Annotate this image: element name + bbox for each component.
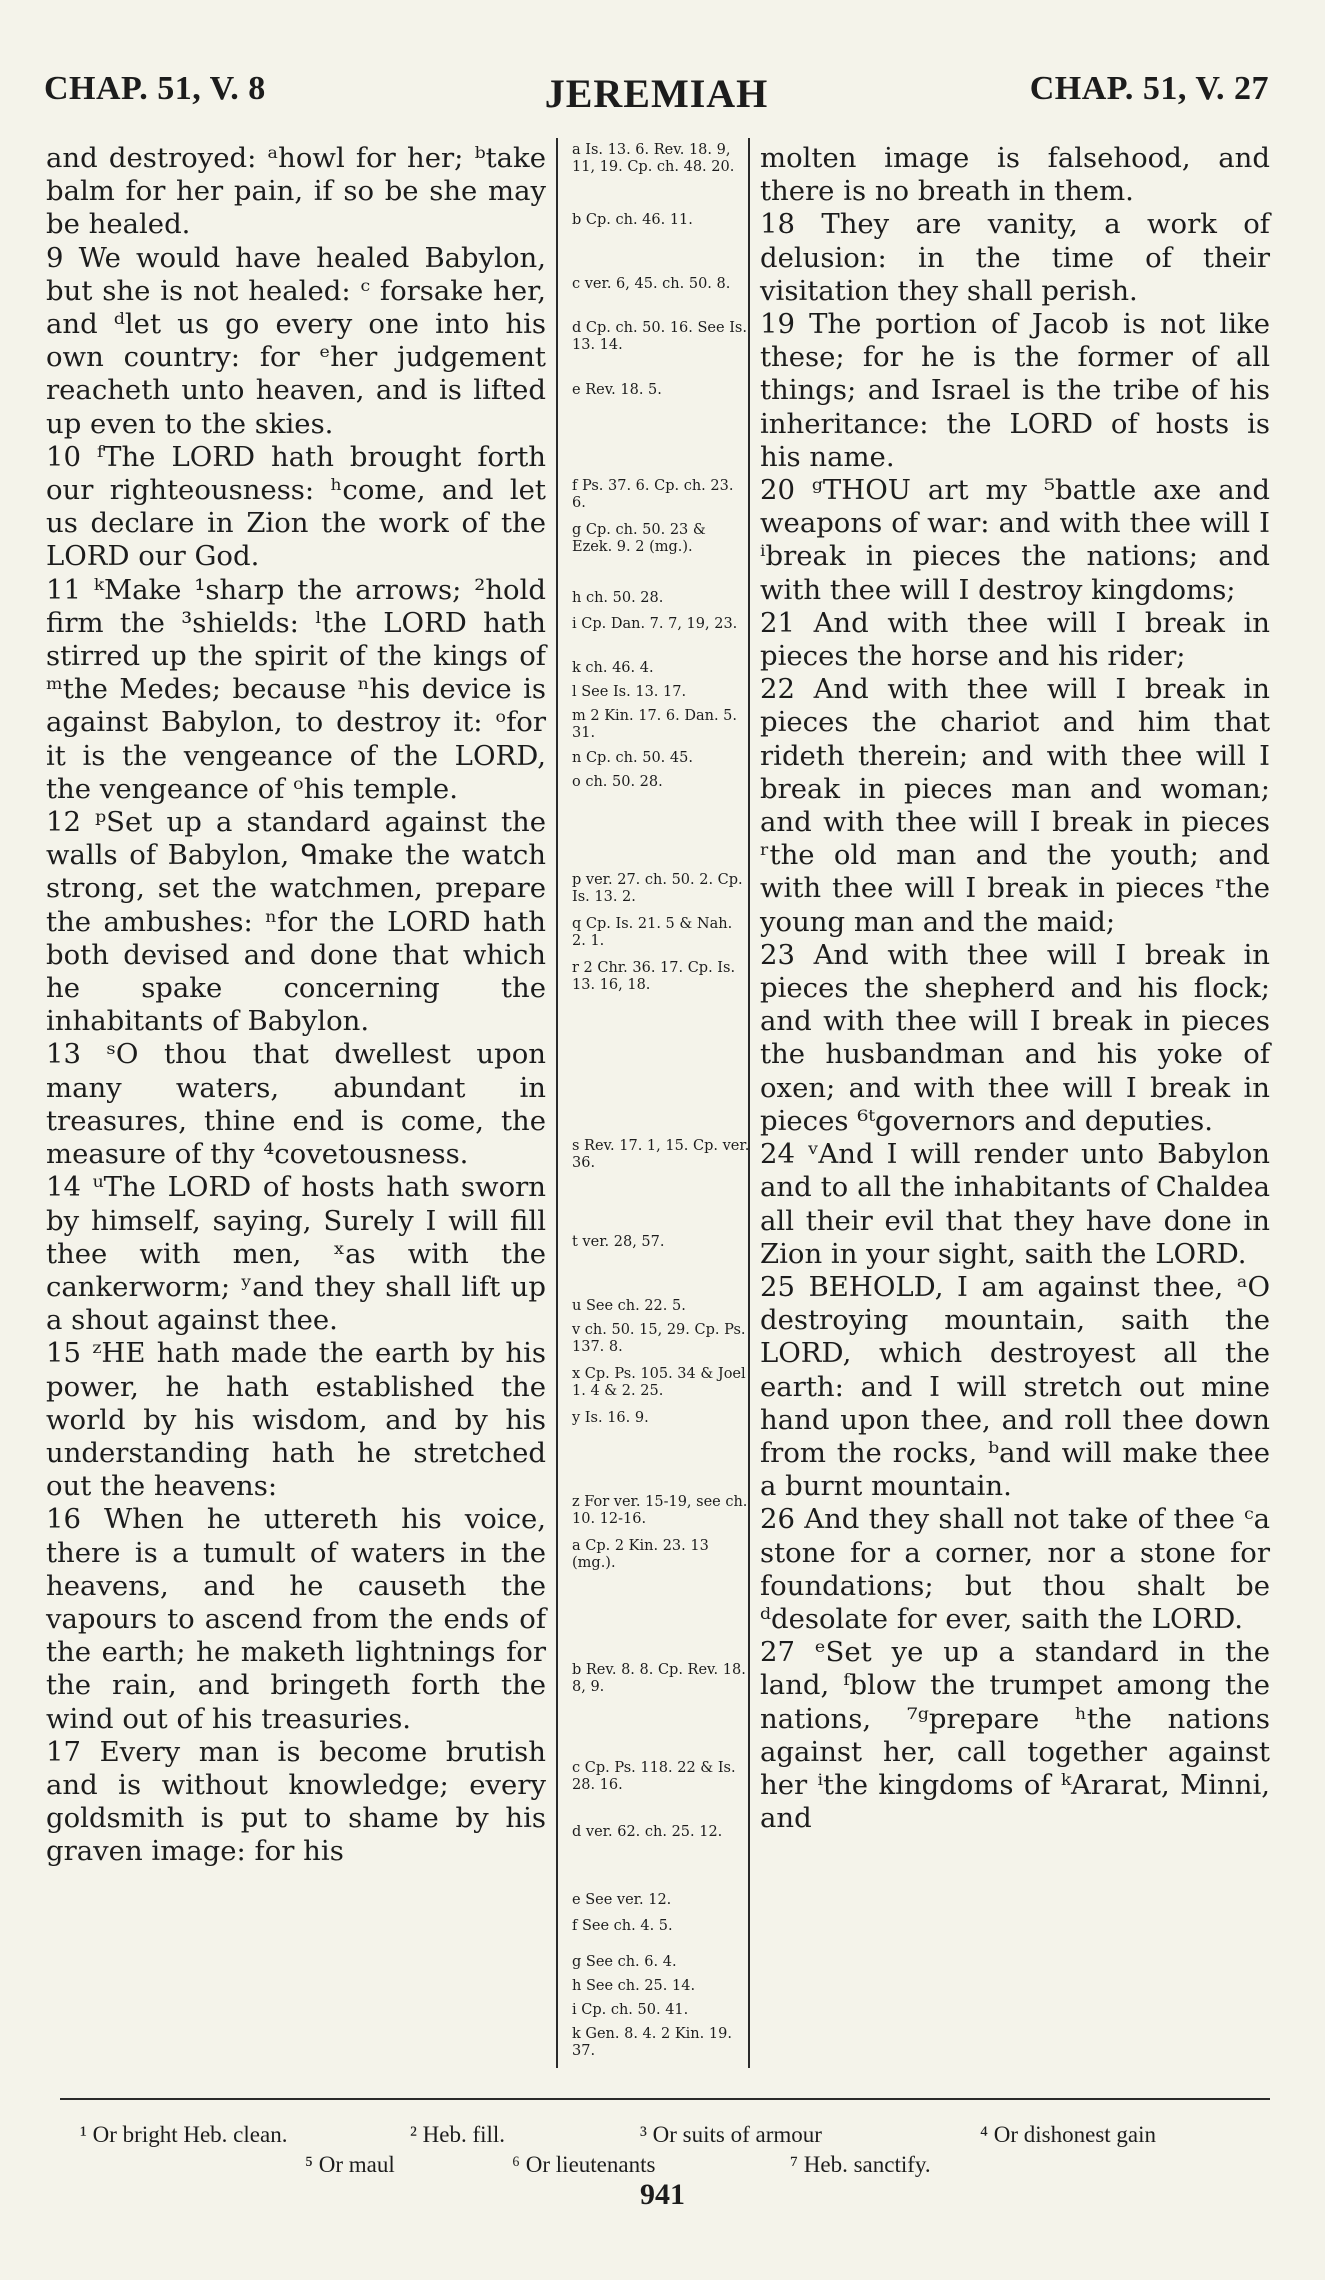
cross-ref: s Rev. 17. 1, 15. Cp. ver. 36.	[572, 1138, 750, 1171]
cross-ref: u See ch. 22. 5.	[572, 1298, 686, 1314]
footnotes	[80, 2120, 1260, 2180]
verse-20: 20 ᵍTHOU art my ⁵battle axe and weapons of war: and with thee will I ⁱbreak in pieces the nations; and with thee will I destroy kingdoms;	[760, 474, 1270, 606]
footnote: ³ Or suits of armour	[640, 2122, 822, 2147]
cross-ref: n Cp. ch. 50. 45.	[572, 750, 693, 766]
verse-8-cont: and destroyed: ᵃhowl for her; ᵇtake balm for her pain, if so be she may be healed.	[46, 142, 546, 241]
verse-14: 14 ᵘThe LORD of hosts hath sworn by himself, saying, Surely I will fill thee with men, ˣas with the cankerworm; ʸand they shall lift up a shout against thee.	[46, 1171, 546, 1337]
verse-9: 9 We would have healed Babylon, but she is not healed: ᶜ forsake her, and ᵈlet us go every one into his own country: for ᵉher judgement reacheth unto heaven, and is lifted up even to the skies.	[46, 241, 546, 440]
cross-ref: z For ver. 15-19, see ch. 10. 12-16.	[572, 1494, 748, 1527]
verse-10: 10 ᶠThe LORD hath brought forth our righteousness: ʰcome, and let us declare in Zion the work of the LORD our God.	[46, 440, 546, 573]
cross-ref: k ch. 46. 4.	[572, 660, 654, 676]
cross-ref: x Cp. Ps. 105. 34 & Joel 1. 4 & 2. 25.	[572, 1366, 746, 1399]
cross-ref: c Cp. Ps. 118. 22 & Is. 28. 16.	[572, 1760, 736, 1793]
verse-22: 22 And with thee will I break in pieces the chariot and him that rideth therein; and with thee will I break in pieces man and woman; and with thee will I break in pieces ʳthe old man and the youth; and with thee will I break in pieces ʳthe young man and the maid;	[760, 673, 1270, 938]
verse-25: 25 BEHOLD, I am against thee, ᵃO destroying mountain, saith the LORD, which destroyest all the earth: and I will stretch out mine hand upon thee, and roll thee down from the rocks, ᵇand will make thee a burnt mountain.	[760, 1270, 1270, 1503]
cross-ref: h See ch. 25. 14.	[572, 1978, 696, 1994]
cross-ref: e Rev. 18. 5.	[572, 382, 662, 398]
cross-ref: l See Is. 13. 17.	[572, 684, 687, 700]
cross-ref: d ver. 62. ch. 25. 12.	[572, 1824, 723, 1840]
cross-ref: t ver. 28, 57.	[572, 1234, 665, 1250]
verse-21: 21 And with thee will I break in pieces the horse and his rider;	[760, 606, 1270, 673]
cross-ref: o ch. 50. 28.	[572, 774, 663, 790]
cross-ref: d Cp. ch. 50. 16. See Is. 13. 14.	[572, 320, 747, 353]
footnote: ⁴ Or dishonest gain	[980, 2122, 1157, 2147]
cross-ref: m 2 Kin. 17. 6. Dan. 5. 31.	[572, 708, 737, 741]
footnote: ¹ Or bright Heb. clean.	[80, 2122, 288, 2147]
footnote-rule	[60, 2098, 1270, 2100]
cross-ref: a Cp. 2 Kin. 23. 13 (mg.).	[572, 1538, 709, 1571]
footnote-row-1	[80, 2120, 1260, 2150]
verse-18: 18 They are vanity, a work of delusion: in the time of their visitation they shall perish.	[760, 208, 1270, 307]
cross-ref: q Cp. Is. 21. 5 & Nah. 2. 1.	[572, 916, 733, 949]
page-number: 941	[640, 2178, 685, 2211]
footnote: ⁷ Heb. sanctify.	[790, 2152, 931, 2177]
cross-ref: e See ver. 12.	[572, 1892, 672, 1908]
verse-27: 27 ᵉSet ye up a standard in the land, ᶠblow the trumpet among the nations, ⁷ᵍprepare ʰthe nations against her, call together against her ⁱthe kingdoms of ᵏArarat, Minni, and	[760, 1636, 1270, 1835]
cross-ref: p ver. 27. ch. 50. 2. Cp. Is. 13. 2.	[572, 872, 743, 905]
running-header	[44, 70, 1269, 120]
header-chapter-end: CHAP. 51, V. 27	[1029, 70, 1269, 107]
cross-ref: c ver. 6, 45. ch. 50. 8.	[572, 276, 731, 292]
verse-15: 15 ᶻHE hath made the earth by his power, he hath established the world by his wisdom, and by his understanding hath he stretched out the heavens:	[46, 1337, 546, 1503]
left-column-divider	[556, 138, 558, 2068]
verse-23: 23 And with thee will I break in pieces the shepherd and his flock; and with thee will I break in pieces the husbandman and his yoke of oxen; and with thee will I break in pieces ⁶ᵗgovernors and deputies.	[760, 938, 1270, 1137]
right-text-column	[760, 142, 1270, 1835]
footnote: ² Heb. fill.	[410, 2122, 506, 2147]
cross-ref: r 2 Chr. 36. 17. Cp. Is. 13. 16, 18.	[572, 960, 736, 993]
verse-17-cont: molten image is falsehood, and there is no breath in them.	[760, 142, 1270, 208]
cross-ref: i Cp. Dan. 7. 7, 19, 23.	[572, 616, 738, 632]
book-title: JEREMIAH	[544, 71, 769, 116]
cross-ref: h ch. 50. 28.	[572, 590, 664, 606]
cross-ref: i Cp. ch. 50. 41.	[572, 2002, 689, 2018]
footnote: ⁵ Or maul	[305, 2152, 395, 2177]
cross-ref: k Gen. 8. 4. 2 Kin. 19. 37.	[572, 2026, 732, 2059]
cross-ref: f Ps. 37. 6. Cp. ch. 23. 6.	[572, 478, 734, 511]
cross-ref: y Is. 16. 9.	[572, 1410, 649, 1426]
verse-16: 16 When he uttereth his voice, there is a tumult of waters in the heavens, and he causeth the vapours to ascend from the ends of the earth; he maketh lightnings for the rain, and bringeth forth the wind out of his treasuries.	[46, 1503, 546, 1735]
cross-ref: a Is. 13. 6. Rev. 18. 9, 11, 19. Cp. ch. 48. 20.	[572, 142, 735, 175]
header-chapter-start: CHAP. 51, V. 8	[44, 70, 266, 107]
left-text-column	[46, 142, 546, 1869]
cross-ref: g See ch. 6. 4.	[572, 1954, 677, 1970]
verse-13: 13 ˢO thou that dwellest upon many waters, abundant in treasures, thine end is come, the measure of thy ⁴covetousness.	[46, 1038, 546, 1171]
cross-ref: f See ch. 4. 5.	[572, 1918, 673, 1934]
verse-26: 26 And they shall not take of thee ᶜa stone for a corner, nor a stone for foundations; but thou shalt be ᵈdesolate for ever, saith the LORD.	[760, 1503, 1270, 1635]
verse-12: 12 ᵖSet up a standard against the walls of Babylon, ᑫmake the watch strong, set the watchmen, prepare the ambushes: ⁿfor the LORD hath both devised and done that which he spake concerning the inhabitants of Babylon.	[46, 806, 546, 1038]
verse-17: 17 Every man is become brutish and is without knowledge; every goldsmith is put to shame by his graven image: for his	[46, 1735, 546, 1868]
footnote-row-2	[80, 2150, 1260, 2180]
verse-19: 19 The portion of Jacob is not like these; for he is the former of all things; and Israel is the tribe of his inheritance: the LORD of hosts is his name.	[760, 308, 1270, 473]
cross-ref: b Cp. ch. 46. 11.	[572, 212, 693, 228]
verse-24: 24 ᵛAnd I will render unto Babylon and to all the inhabitants of Chaldea all their evil that they have done in Zion in your sight, saith the LORD.	[760, 1138, 1270, 1270]
cross-ref: b Rev. 8. 8. Cp. Rev. 18. 8, 9.	[572, 1662, 746, 1695]
verse-11: 11 ᵏMake ¹sharp the arrows; ²hold firm the ³shields: ˡthe LORD hath stirred up the spirit of the kings of ᵐthe Medes; because ⁿhis device is against Babylon, to destroy it: ᵒfor it is the vengeance of the LORD, the vengeance of ᵒhis temple.	[46, 573, 546, 805]
footnote: ⁶ Or lieutenants	[512, 2152, 656, 2177]
cross-ref: v ch. 50. 15, 29. Cp. Ps. 137. 8.	[572, 1322, 746, 1355]
cross-ref: g Cp. ch. 50. 23 & Ezek. 9. 2 (mg.).	[572, 522, 706, 555]
